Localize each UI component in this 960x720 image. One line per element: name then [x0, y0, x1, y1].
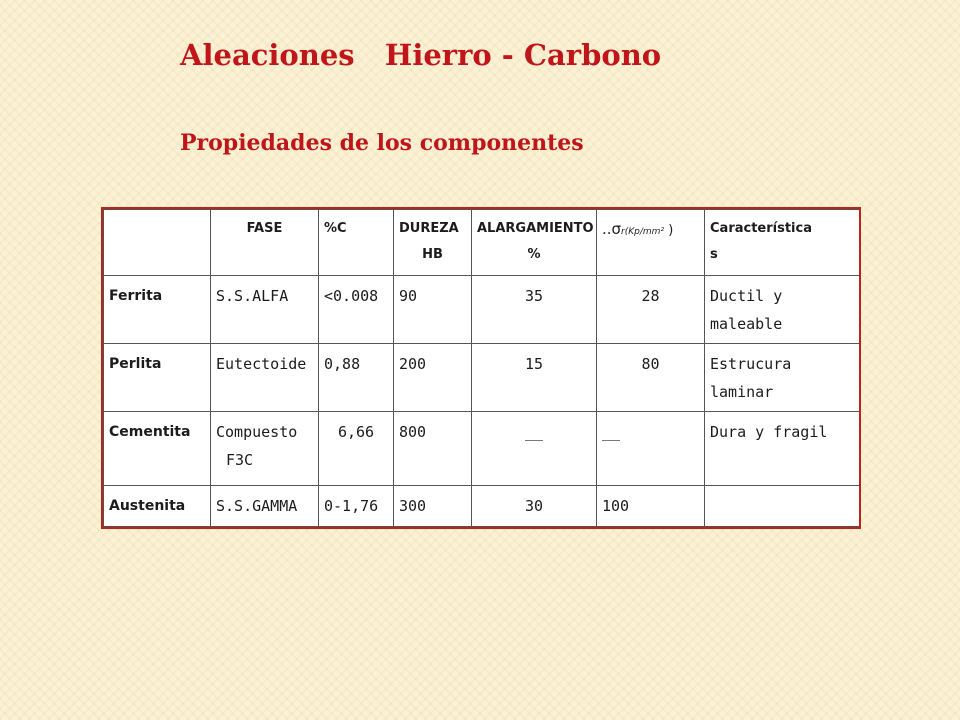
cell-caracteristicas — [705, 485, 860, 526]
properties-table-frame — [101, 207, 861, 529]
cell-carbono: <0.008 — [319, 276, 394, 344]
header-dureza: DUREZA HB — [394, 210, 472, 276]
cell-carbono: 0,88 — [319, 343, 394, 411]
header-empty-cell — [104, 210, 211, 276]
cell-name: Perlita — [104, 343, 211, 411]
cell-sigma: 100 — [597, 485, 705, 526]
cell-alargamiento: 35 — [472, 276, 597, 344]
cell-name: Austenita — [104, 485, 211, 526]
properties-table — [103, 209, 860, 527]
header-alargamiento: ALARGAMIENTO % — [472, 210, 597, 276]
cell-carbono: 6,66 — [319, 411, 394, 485]
cell-caracteristicas: Dura y fragil — [705, 411, 860, 485]
table-header-row — [104, 210, 860, 276]
cell-caracteristicas: Estrucura laminar — [705, 343, 860, 411]
cell-fase: S.S.ALFA — [211, 276, 319, 344]
cell-dureza: 200 — [394, 343, 472, 411]
table-row — [104, 411, 860, 485]
table-row — [104, 276, 860, 344]
cell-sigma: 80 — [597, 343, 705, 411]
cell-alargamiento: __ — [472, 411, 597, 485]
header-caracteristicas: Característica s — [705, 210, 860, 276]
cell-dureza: 300 — [394, 485, 472, 526]
cell-name: Ferrita — [104, 276, 211, 344]
header-carbono: %C — [319, 210, 394, 276]
slide-title: Aleaciones Hierro - Carbono — [180, 38, 662, 72]
cell-alargamiento: 15 — [472, 343, 597, 411]
cell-sigma: 28 — [597, 276, 705, 344]
table-row — [104, 343, 860, 411]
cell-fase: S.S.GAMMA — [211, 485, 319, 526]
cell-dureza: 800 — [394, 411, 472, 485]
slide-subtitle: Propiedades de los componentes — [180, 130, 584, 156]
cell-sigma: __ — [597, 411, 705, 485]
table-row — [104, 485, 860, 526]
cell-fase: Compuesto F3C — [211, 411, 319, 485]
header-sigma: ..σr(Kp/mm² ) — [597, 210, 705, 276]
cell-carbono: 0-1,76 — [319, 485, 394, 526]
cell-caracteristicas: Ductil y maleable — [705, 276, 860, 344]
cell-alargamiento: 30 — [472, 485, 597, 526]
header-fase: FASE — [211, 210, 319, 276]
cell-fase: Eutectoide — [211, 343, 319, 411]
cell-dureza: 90 — [394, 276, 472, 344]
cell-name: Cementita — [104, 411, 211, 485]
